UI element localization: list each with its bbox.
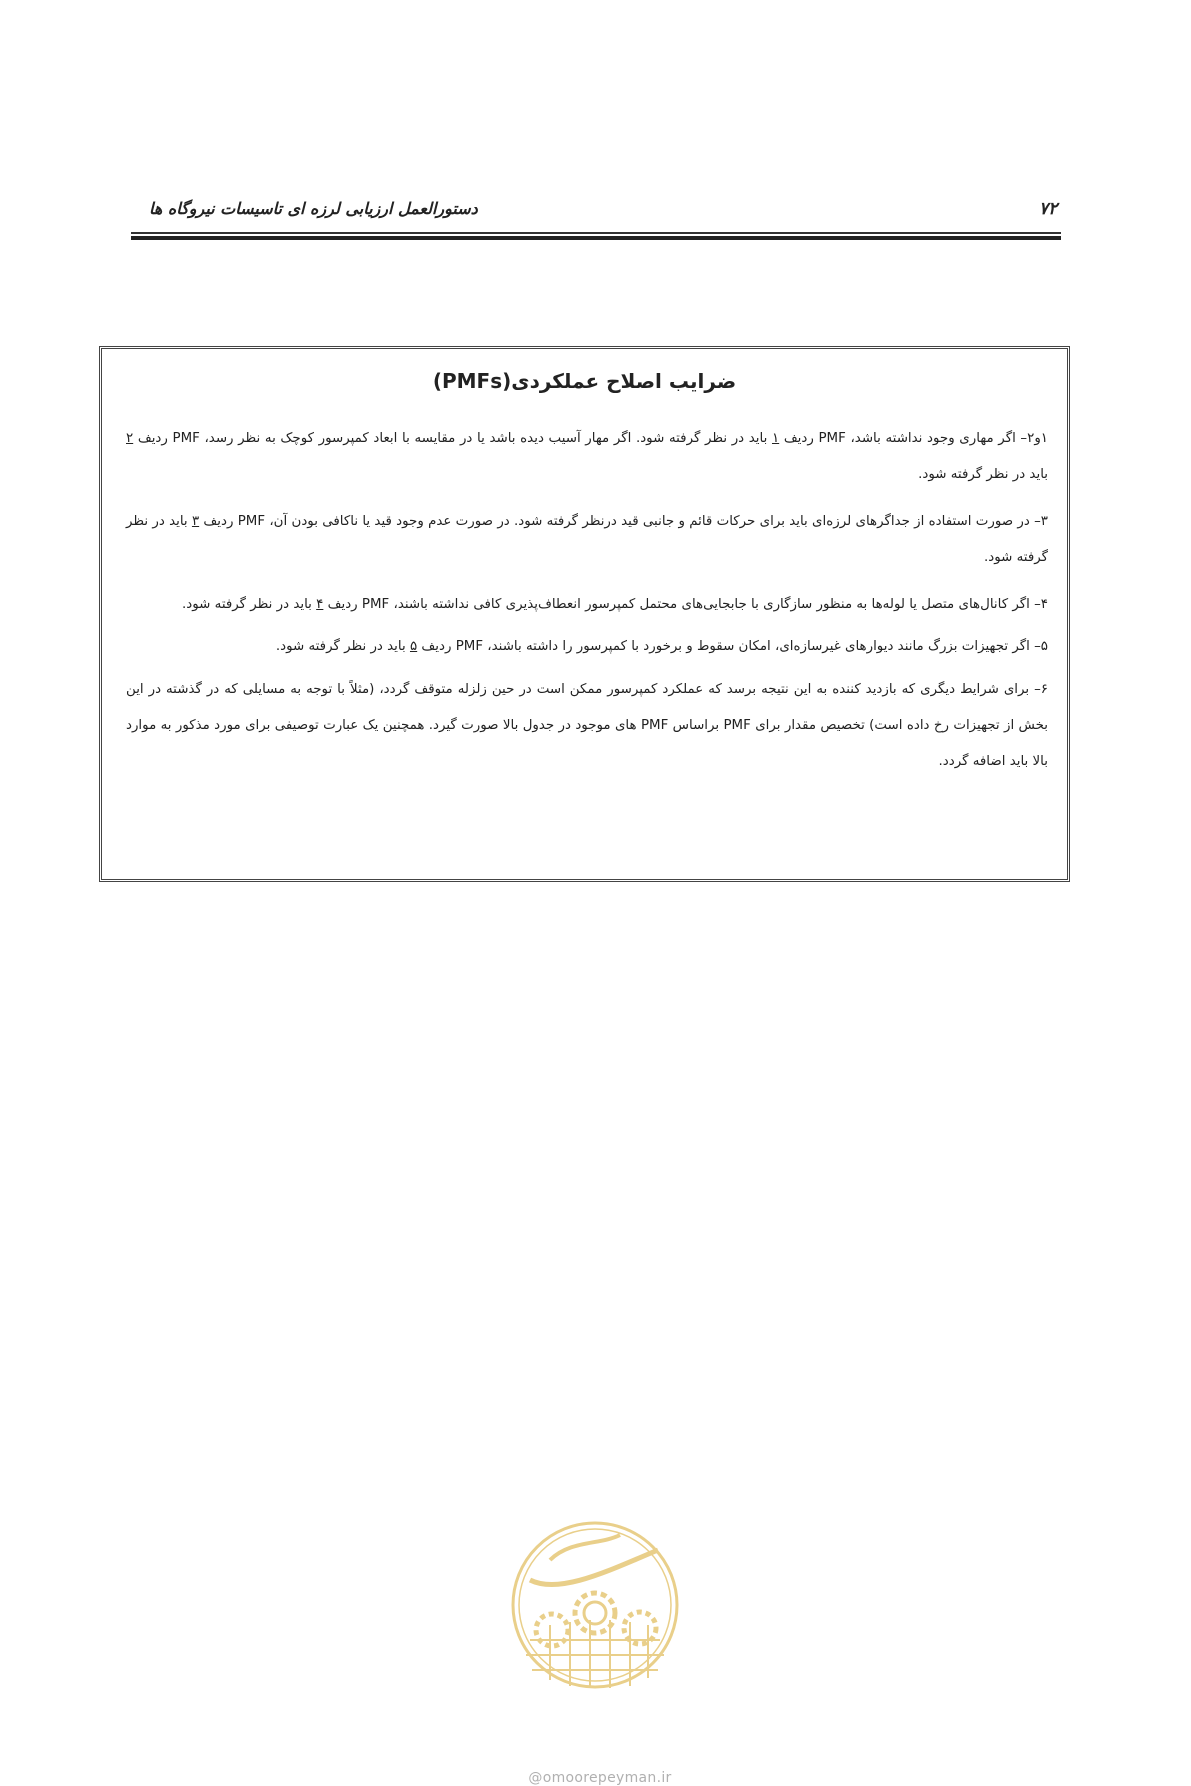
note-text: ۱و۲– اگر مهاری وجود نداشته باشد، PMF ردیف [779, 431, 1048, 446]
row-number: ۴ [316, 597, 324, 612]
note-text: باید در نظر گرفته شود. [918, 467, 1048, 482]
note-text: ۵– اگر تجهیزات بزرگ مانند دیوارهای غیرسازه‌ای، امکان سقوط و برخورد با کمپرسور را داشته باشند، PMF ردیف [417, 639, 1048, 654]
note-text: باید در نظر گرفته شود. اگر مهار آسیب دیده باشد یا در مقایسه با ابعاد کمپرسور کوچک به نظر رسد، PMF ردیف [133, 431, 772, 446]
row-number: ۵ [409, 639, 418, 654]
note-paragraph-4 [126, 587, 1048, 623]
note-text: باید در نظر گرفته شود. [126, 514, 1048, 565]
running-title: دستورالعمل ارزیابی لرزه ای تاسیسات نیروگاه ها [149, 199, 478, 218]
note-paragraph-1-2 [126, 421, 1048, 493]
watermark-url: @omoorepeyman.ir [528, 1770, 672, 1786]
box-title: ضرایب اصلاح عملکردی(PMFs) [432, 369, 737, 393]
note-paragraph-6: ۶– برای شرایط دیگری که بازدید کننده به این نتیجه برسد که عملکرد کمپرسور ممکن است در حین زلزله متوقف گردد، (مثلاً با توجه به مسایلی که در گذشته در این بخش از تجهیزات رخ داده است) تخصیص مقدار برای PMF براساس PMF های موجود در جدول بالا صورت گیرد. همچنین یک عبارت توصیفی برای مورد مذکور به موارد بالا باید اضافه گردد. [126, 682, 1048, 769]
watermark-seal-icon [490, 1510, 700, 1765]
row-number: ۱ [771, 431, 780, 446]
note-text: ۳– در صورت استفاده از جداگرهای لرزه‌ای باید برای حرکات قائم و جانبی قید درنظر گرفته شود. در صورت عدم وجود قید یا ناکافی بودن آن، PMF ردیف [199, 514, 1048, 529]
note-text: ۴– اگر کانال‌های متصل یا لوله‌ها به منظور سازگاری با جابجایی‌های محتمل کمپرسور انعطاف‌پذیری کافی نداشته باشند، PMF ردیف [323, 597, 1048, 612]
page-header [131, 196, 1061, 226]
row-number: ۳ [191, 514, 200, 529]
note-text: باید در نظر گرفته شود. [182, 597, 317, 612]
row-number: ۲ [126, 431, 134, 446]
note-text: باید در نظر گرفته شود. [275, 639, 410, 654]
note-paragraph-5 [126, 629, 1048, 665]
header-rule [131, 232, 1061, 240]
page-number: ۷۲ [1039, 199, 1058, 219]
note-paragraph-3 [126, 504, 1048, 576]
pmf-notes-box [99, 346, 1070, 882]
